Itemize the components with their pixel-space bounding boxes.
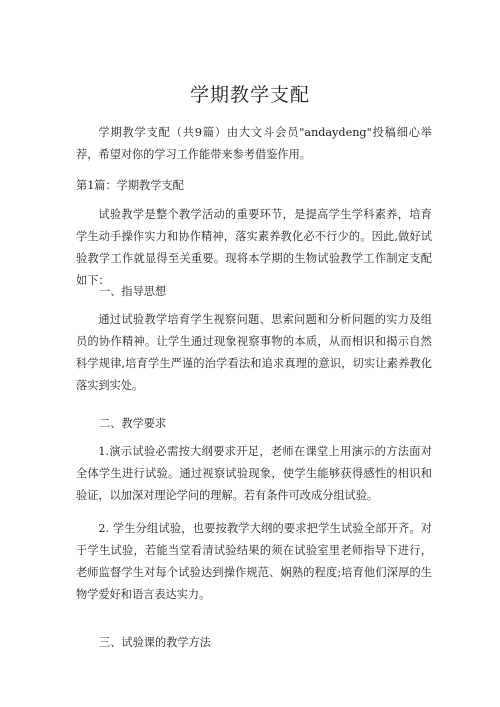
paragraph-experiment-teaching: 试验教学是整个教学活动的重要环节，是提高学生学科素养，培育学生动手操作实力和协作精神，落实素养教化必不行少的。因此,做好试验教学工作就显得至关重要。现将本学期的生物试验教学工作制定支配如下：: [76, 208, 432, 287]
heading-teaching-requirements: 二、教学要求: [99, 417, 167, 430]
paragraph-demonstration-experiments: 1.演示试验必需按大纲要求开足，老师在课堂上用演示的方法面对全体学生进行试验。通过视察试验现象，使学生能够获得感性的相识和验证，以加深对理论学问的理解。若有条件可改成分组试验。: [76, 445, 432, 502]
heading-teaching-methods: 三、试验课的教学方法: [99, 636, 211, 649]
paragraph-group-experiments: 2. 学生分组试验，也要按教学大纲的要求把学生试验全部开齐。对于学生试验，若能当堂看清试验结果的须在试验室里老师指导下进行，老师监督学生对每个试验达到操作规范、娴熟的程度;培育他们深厚的生物学爱好和语言表达实力。: [76, 522, 432, 601]
paragraph-guiding-ideology: 通过试验教学培育学生视察问题、思索问题和分析问题的实力及组员的协作精神。让学生通过现象视察事物的本质，从而相识和揭示自然科学规律,培育学生严谨的治学看法和追求真理的意识，切实让素养教化落实到实处。: [76, 313, 432, 392]
intro-paragraph: 学期教学支配（共9篇）由大文斗会员"andaydeng"投稿细心举荐，希望对你的学习工作能带来参考借鉴作用。: [76, 126, 432, 161]
section-label: 第1篇：学期教学支配: [76, 179, 184, 192]
page-title: 学期教学支配: [189, 84, 310, 106]
heading-guiding-ideology: 一、指导思想: [99, 285, 167, 298]
